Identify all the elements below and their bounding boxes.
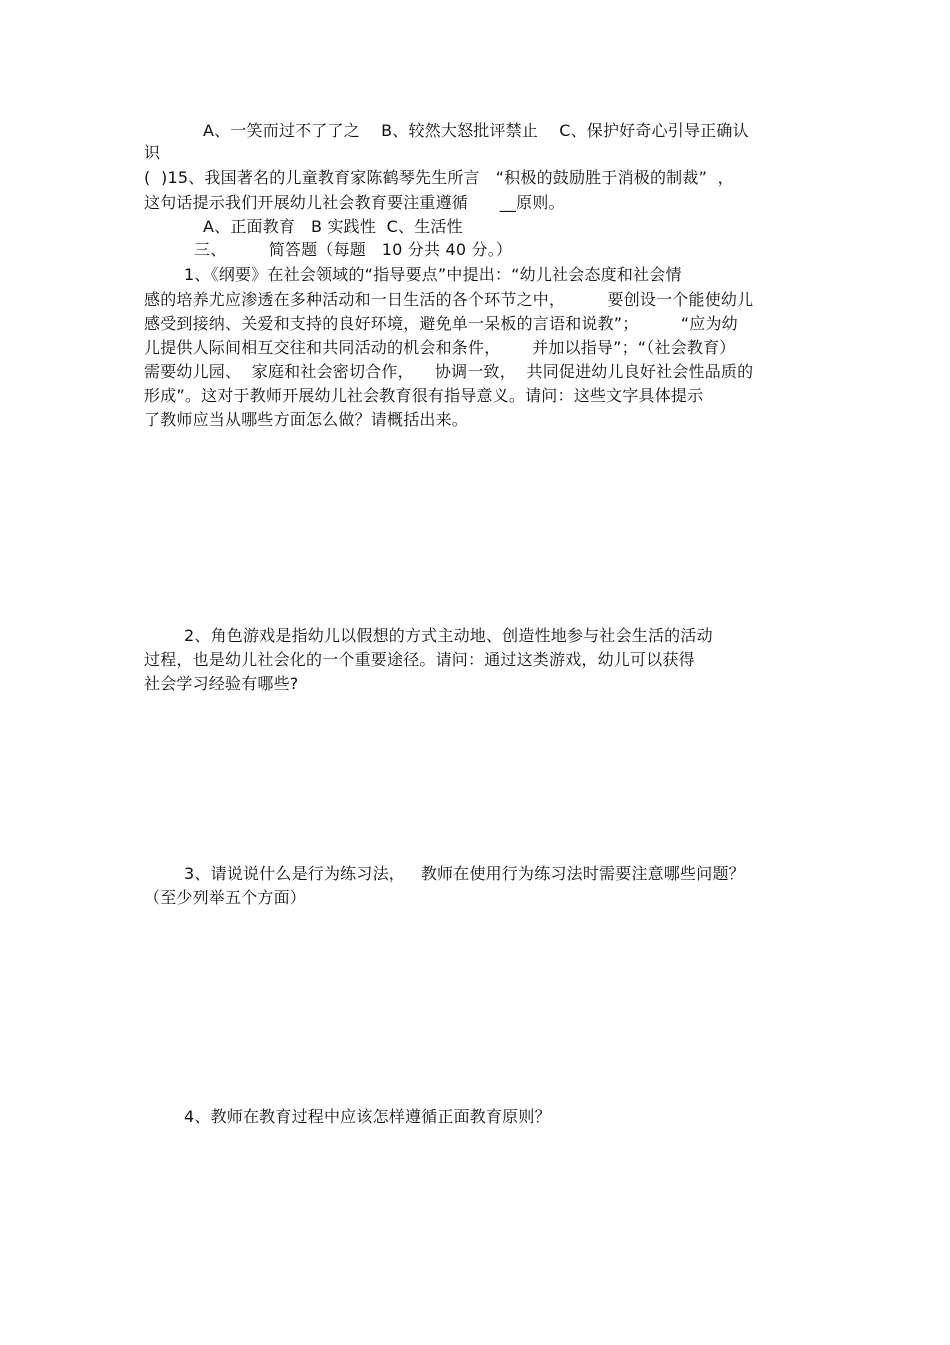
q2-line: 社会学习经验有哪些? [144, 674, 299, 693]
q1-line: 感受到接纳、关爱和支持的良好环境，避免单一呆板的言语和说教”； “应为幼 [144, 314, 738, 333]
q15-options: A、正面教育 B 实践性 C、生活性 [203, 217, 463, 236]
q1-line: 需要幼儿园、 家庭和社会密切合作， 协调一致， 共同促进幼儿良好社会性品质的 [144, 362, 754, 381]
q2-line: 过程，也是幼儿社会化的一个重要途径。请问：通过这类游戏，幼儿可以获得 [144, 650, 695, 669]
q14-options-continued: 识 [144, 143, 161, 162]
q15-question-line1: ( )15、我国著名的儿童教育家陈鹤琴先生所言 “积极的鼓励胜于消极的制裁” ， [144, 168, 734, 187]
q1-line: 感的培养尤应渗透在多种活动和一日生活的各个环节之中， 要创设一个能使幼儿 [144, 290, 754, 309]
q1-line: 了教师应当从哪些方面怎么做？请概括出来。 [144, 410, 469, 429]
q3-line: （至少列举五个方面） [144, 888, 307, 907]
q1-line: 形成”。这对于教师开展幼儿社会教育很有指导意义。请问：这些文字具体提示 [144, 386, 704, 405]
q14-options: A、一笑而过不了了之 B、较然大怒批评禁止 C、保护好奇心引导正确认 [203, 121, 749, 140]
q3-line: 3、请说说什么是行为练习法， 教师在使用行为练习法时需要注意哪些问题？ [184, 864, 745, 883]
q1-line: 儿提供人际间相互交往和共同活动的机会和条件， 并加以指导”；“（社会教育） [144, 338, 736, 357]
q15-question-line2: 这句话提示我们开展幼儿社会教育要注重遵循 __原则。 [144, 193, 565, 212]
q2-line: 2、角色游戏是指幼儿以假想的方式主动地、创造性地参与社会生活的活动 [184, 626, 713, 645]
q4-line: 4、教师在教育过程中应该怎样遵循正面教育原则？ [184, 1107, 551, 1126]
section-heading: 三、 简答题（每题 10 分共 40 分。） [194, 240, 513, 259]
q1-line: 1、《纲要》在社会领域的“指导要点”中提出：“幼儿社会态度和社会情 [184, 265, 682, 284]
